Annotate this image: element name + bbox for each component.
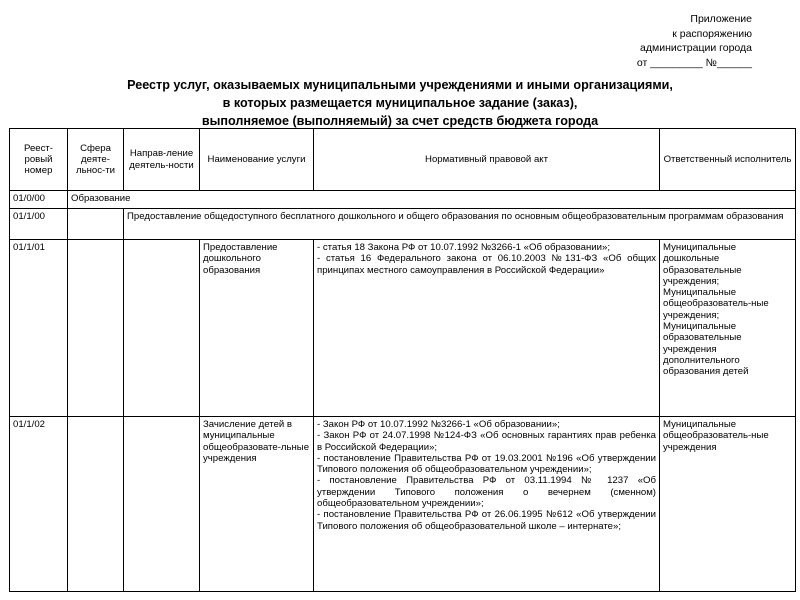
row-executors bbox=[660, 240, 796, 417]
subsection-code: 01/1/00 bbox=[10, 209, 68, 240]
legal-act-item: - статья 18 Закона РФ от 10.07.1992 №3266-1 «Об образовании»; bbox=[317, 242, 610, 253]
header-direction: Направ-ление деятель-ности bbox=[124, 129, 200, 191]
row-executors bbox=[660, 417, 796, 592]
subsection-name: Предоставление общедоступного бесплатного дошкольного и общего образования по основным общеобразовательным программам образования bbox=[124, 209, 796, 240]
header-executor: Ответственный исполнитель bbox=[660, 129, 796, 191]
legal-act-item: - Закон РФ от 10.07.1992 №3266-1 «Об образовании»; bbox=[317, 419, 560, 430]
legal-act-item: - постановление Правительства РФ от 26.06.1995 №612 «Об утверждении Типового положения об общеобразовательной школе – интернате»; bbox=[317, 509, 656, 532]
empty-cell bbox=[124, 417, 200, 592]
legal-act-item: - постановление Правительства РФ от 19.03.2001 №196 «Об утверждении Типового положения об общеобразовательном учреждении»; bbox=[317, 452, 656, 476]
executor-item: Муниципальные общеобразователь-ные учреждения; bbox=[663, 287, 769, 321]
legal-act-item: - постановление Правительства РФ от 03.11.1994 № 1237 «Об утверждении Типового положения о вечернем (сменном) общеобразовательном учреждении»; bbox=[317, 475, 656, 510]
empty-cell bbox=[124, 240, 200, 417]
appendix-line: от _________ №______ bbox=[636, 56, 752, 69]
empty-cell bbox=[68, 417, 124, 592]
title-line: выполняемое (выполняемый) за счет средств бюджета города bbox=[201, 114, 599, 128]
section-name: Образование bbox=[68, 191, 796, 209]
appendix-line: Приложение bbox=[690, 13, 752, 25]
row-code: 01/1/01 bbox=[10, 240, 68, 417]
row-service: Предоставление дошкольного образования bbox=[200, 240, 314, 417]
executor-item: Муниципальные общеобразователь-ные учреждения bbox=[663, 419, 769, 453]
table-row bbox=[10, 240, 796, 417]
title-line: Реестр услуг, оказываемых муниципальными учреждениями и иными организациями, bbox=[127, 78, 673, 92]
executor-item: Муниципальные образовательные учреждения дополнительного образования детей bbox=[663, 321, 749, 378]
executor-item: Муниципальные дошкольные образовательные учреждения; bbox=[663, 242, 742, 287]
title-line: в которых размещается муниципальное задание (заказ), bbox=[222, 96, 578, 110]
header-reg-no: Реест-ровый номер bbox=[10, 129, 68, 191]
header-service: Наименование услуги bbox=[200, 129, 314, 191]
empty-cell bbox=[68, 209, 124, 240]
section-code: 01/0/00 bbox=[10, 191, 68, 209]
subsection-row bbox=[10, 209, 796, 240]
header-row bbox=[10, 129, 796, 191]
row-service: Зачисление детей в муниципальные общеобразовате-льные учреждения bbox=[200, 417, 314, 592]
appendix-block bbox=[637, 12, 752, 70]
appendix-line: к распоряжению bbox=[672, 27, 752, 40]
appendix-line: администрации города bbox=[640, 42, 752, 54]
row-legal-acts bbox=[314, 417, 660, 592]
empty-cell bbox=[68, 240, 124, 417]
legal-act-item: - статья 16 Федерального закона от 06.10.2003 №131-ФЗ «Об общих принципах местного самоуправления в Российской Федерации» bbox=[317, 253, 656, 276]
services-registry-table bbox=[9, 128, 796, 592]
header-legal-act: Нормативный правовой акт bbox=[314, 129, 660, 191]
table-row bbox=[10, 417, 796, 592]
document-title bbox=[0, 76, 800, 130]
row-code: 01/1/02 bbox=[10, 417, 68, 592]
legal-act-item: - Закон РФ от 24.07.1998 №124-ФЗ «Об основных гарантиях прав ребенка в Российской Федерации»; bbox=[317, 430, 656, 453]
section-row bbox=[10, 191, 796, 209]
header-sphere: Сфера деяте-льнос-ти bbox=[68, 129, 124, 191]
row-legal-acts bbox=[314, 240, 660, 417]
